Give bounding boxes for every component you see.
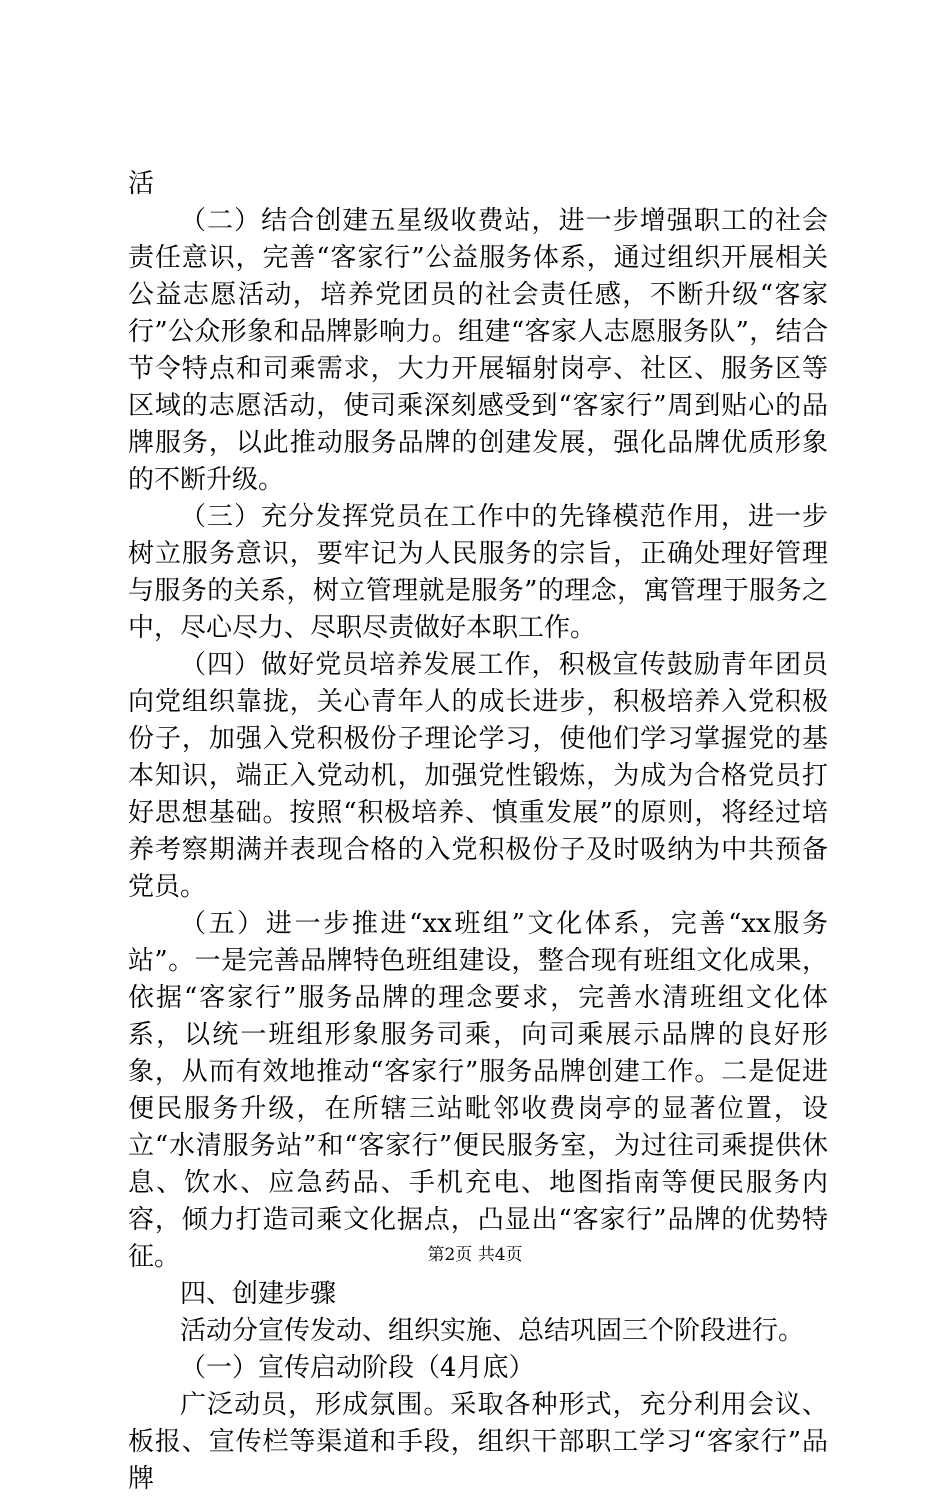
paragraph-steps-intro: 活动分宣传发动、组织实施、总结巩固三个阶段进行。 <box>180 1316 805 1346</box>
document-body <box>128 166 828 1498</box>
section-heading-steps: 四、创建步骤 <box>180 1279 337 1309</box>
page-number-footer: 第2页 共4页 <box>427 1245 523 1265</box>
paragraph-item-3: （三）充分发挥党员在工作中的先锋模范作用，进一步树立服务意识，要牢记为人民服务的宗旨，正确处理好管理与服务的关系，树立管理就是服务”的理念，寓管理于服务之中，尽心尽力、尽职尽责做好本职工作。 <box>128 502 828 643</box>
paragraph-stage-1: 广泛动员，形成氛围。采取各种形式，充分利用会议、板报、宣传栏等渠道和手段，组织干部职工学习“客家行”品牌 <box>128 1390 828 1494</box>
paragraph-item-5: （五）进一步推进“xx班组”文化体系，完善“xx服务站”。一是完善品牌特色班组建设，整合现有班组文化成果，依据“客家行”服务品牌的理念要求，完善水清班组文化体系，以统一班组形象服务司乘，向司乘展示品牌的良好形象，从而有效地推动“客家行”服务品牌创建工作。二是促进便民服务升级，在所辖三站毗邻收费岗亭的显著位置，设立“水清服务站”和“客家行”便民服务室，为过往司乘提供休息、饮水、应急药品、手机充电、地图指南等便民服务内容，倾力打造司乘文化据点，凸显出“客家行”品牌的优势特征。 <box>128 909 828 1272</box>
paragraph-item-4: （四）做好党员培养发展工作，积极宣传鼓励青年团员向党组织靠拢，关心青年人的成长进步，积极培养入党积极份子，加强入党积极份子理论学习，使他们学习掌握党的基本知识，端正入党动机，加强党性锻炼，为成为合格党员打好思想基础。按照“积极培养、慎重发展”的原则，将经过培养考察期满并表现合格的入党积极份子及时吸纳为中共预备党员。 <box>128 650 828 902</box>
paragraph-continuation: 活 <box>128 169 155 199</box>
paragraph-item-2: （二）结合创建五星级收费站，进一步增强职工的社会责任意识，完善“客家行”公益服务体系，通过组织开展相关公益志愿活动，培养党团员的社会责任感，不断升级“客家行”公众形象和品牌影响力。组建“客家人志愿服务队”，结合节令特点和司乘需求，大力开展辐射岗亭、社区、服务区等区域的志愿活动，使司乘深刻感受到“客家行”周到贴心的品牌服务，以此推动服务品牌的创建发展，强化品牌优质形象的不断升级。 <box>128 206 828 495</box>
subheading-stage-1: （一）宣传启动阶段（4月底） <box>180 1353 535 1383</box>
